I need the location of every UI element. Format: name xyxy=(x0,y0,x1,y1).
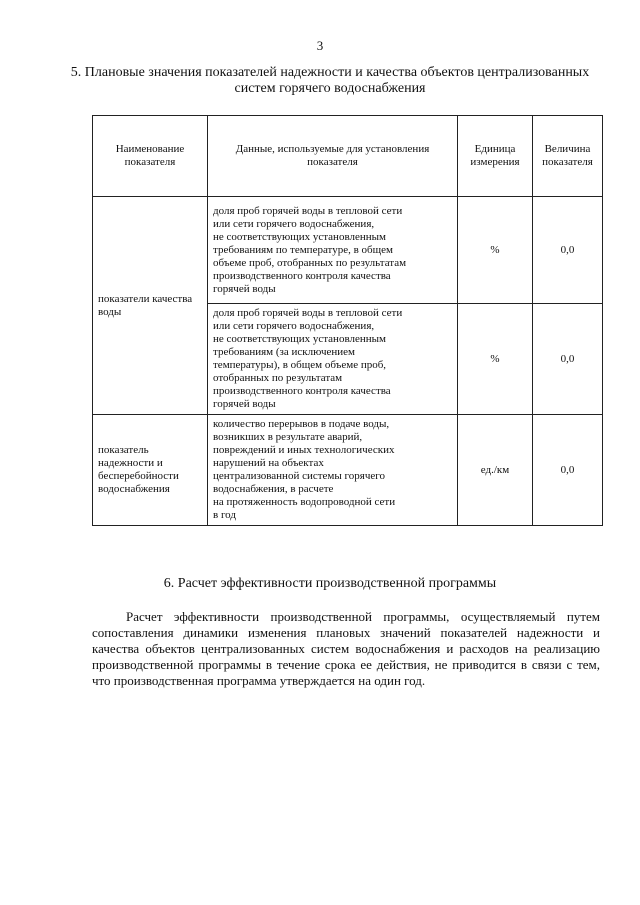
header-source-data: Данные, используемые для установления показателя xyxy=(208,116,458,197)
indicator-data-cell: доля проб горячей воды в тепловой сети или сети горячего водоснабжения, не соответствующих установленным требованиям (за исключением температуры), в общем объеме проб, отобранных по результатам производственного контроля качества горячей воды xyxy=(208,304,458,415)
header-indicator-name: Наименование показателя xyxy=(93,116,208,197)
unit-cell: % xyxy=(458,304,533,415)
section-6-paragraph: Расчет эффективности производственной программы, осуществляемый путем сопоставления динамики изменения плановых значений показателей надежности и качества объектов централизованных систем водоснабжения и расходов на реализацию производственной программы в течение срока ее действия, не приводится в связи с тем, что производственная программа утверждается на один год. xyxy=(92,609,600,688)
indicator-group-name: показатель надежности и бесперебойности водоснабжения xyxy=(93,415,208,526)
page-number: 3 xyxy=(316,38,324,53)
header-unit: Единица измерения xyxy=(458,116,533,197)
indicator-data-cell: доля проб горячей воды в тепловой сети или сети горячего водоснабжения, не соответствующих установленным требованиям по температуре, в общем объеме проб, отобранных по результатам производственного контроля качества горячей воды xyxy=(208,197,458,304)
header-value: Величина показателя xyxy=(533,116,603,197)
value-cell: 0,0 xyxy=(533,415,603,526)
indicator-data-cell: количество перерывов в подаче воды, возникших в результате аварий, повреждений и иных технологических нарушений на объектах централизованной системы горячего водоснабжения, в расчете на протяженность водопроводной сети в год xyxy=(208,415,458,526)
table-row xyxy=(93,415,603,526)
indicator-group-name: показатели качества воды xyxy=(93,197,208,415)
table-row xyxy=(93,197,603,304)
table-header-row xyxy=(93,116,603,197)
value-cell: 0,0 xyxy=(533,197,603,304)
indicators-table xyxy=(92,115,603,526)
unit-cell: % xyxy=(458,197,533,304)
section-6-title: 6. Расчет эффективности производственной программы xyxy=(163,576,497,591)
section-5-title: 5. Плановые значения показателей надежности и качества объектов централизованных систем горячего водоснабжения xyxy=(70,65,590,96)
unit-cell: ед./км xyxy=(458,415,533,526)
value-cell: 0,0 xyxy=(533,304,603,415)
